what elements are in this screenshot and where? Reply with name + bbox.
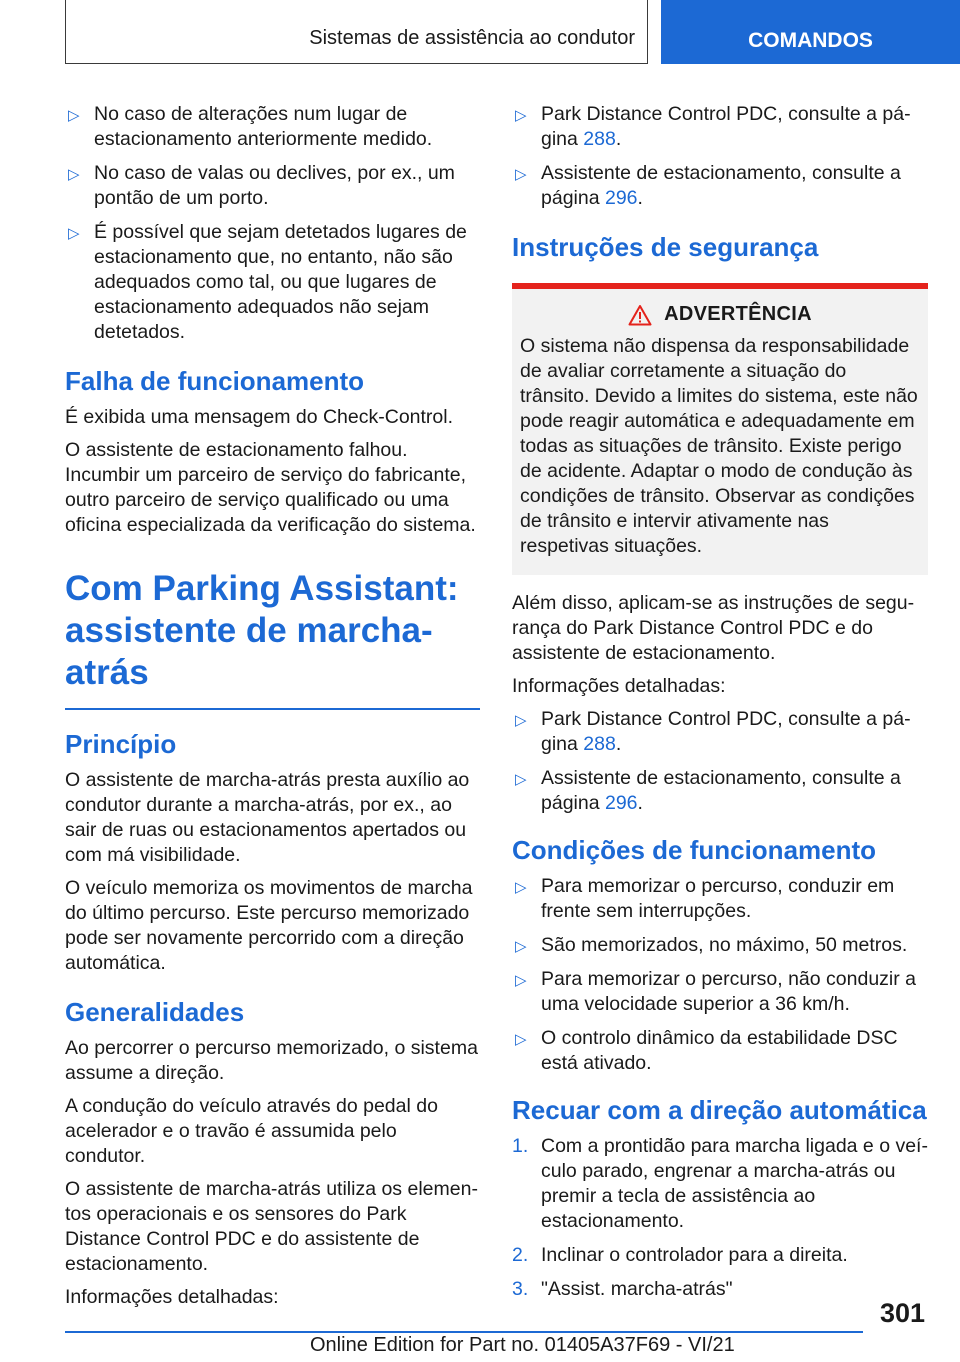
heading-falha: Falha de funcionamento (65, 366, 365, 396)
heading-condicoes: Condições de funcionamento (512, 835, 877, 865)
principio-paragraph-2: O veículo memoriza os movimentos de marcha do último percurso. Este percurso memorizado pode ser novamente percorrido com a direção automática. (65, 877, 473, 974)
list-item: ▷ Assistente de estacionamento, consulte a página 296. (515, 162, 901, 209)
bullet-triangle-icon: ▷ (68, 166, 80, 183)
heading-rule (65, 708, 480, 710)
bullet-triangle-icon: ▷ (515, 166, 527, 183)
general-paragraph-2: A condução do veículo através do pedal do acelerador e o travão é assumida pelo condutor. (65, 1095, 438, 1167)
list-item: ▷ O controlo dinâmico da estabilidade DSC está ativado. (515, 1027, 898, 1074)
general-paragraph-3: O assistente de marcha-atrás utiliza os elementos operacionais e os sensores do Park Distance Control PDC e do assistente de estacionamento. (65, 1178, 478, 1275)
main-heading: Com Parking Assistant: assistente de marcha-atrás (65, 569, 459, 692)
bullet-triangle-icon: ▷ (515, 712, 527, 729)
falha-paragraph-2: O assistente de estacionamento falhou. Incumbir um parceiro de serviço do fabricante, outro parceiro de serviço qualificado ou uma oficina especializada da verificação do sistema. (65, 439, 476, 536)
heading-seguranca: Instruções de segurança (512, 232, 819, 262)
bullet-triangle-icon: ▷ (515, 879, 527, 896)
general-paragraph-4: Informações detalhadas: (65, 1286, 279, 1308)
left-column (65, 102, 480, 1318)
list-item: ▷ Para memorizar o percurso, conduzir em frente sem interrupções. (515, 875, 895, 922)
warning-triangle-icon (628, 304, 652, 326)
list-item: ▷ Assistente de estacionamento, consulte a página 296. (515, 767, 901, 814)
list-item: ▷ É possível que sejam detetados lugares de estacionamento que, no entanto, não são adequados como tal, ou que lugares de estacionamento adequados não sejam detetados. (68, 221, 467, 343)
warning-header (520, 303, 920, 326)
edition-note: Online Edition for Part no. 01405A37F69 - VI/21 (310, 1334, 735, 1356)
bullet-triangle-icon: ▷ (68, 225, 80, 242)
warning-box (512, 283, 928, 575)
bullet-triangle-icon: ▷ (515, 107, 527, 124)
bullet-triangle-icon: ▷ (515, 771, 527, 788)
step-item: 2. Inclinar o controlador para a direita. (512, 1244, 848, 1266)
principio-paragraph-1: O assistente de marcha-atrás presta auxílio ao condutor durante a marcha-atrás, por ex., ao sair de ruas ou estacionamentos apertados ou com má visibilidade. (65, 769, 470, 866)
right-column (512, 102, 928, 1311)
seguranca-paragraph-1: Além disso, aplicam-se as instruções de segurança do Park Distance Control PDC e do assistente de estacionamento. (512, 592, 915, 664)
heading-principio: Princípio (65, 729, 177, 759)
list-item: ▷ Park Distance Control PDC, consulte a página 288. (515, 103, 911, 150)
bullet-triangle-icon: ▷ (515, 938, 527, 955)
list-item: ▷ Para memorizar o percurso, não conduzir a uma velocidade superior a 36 km/h. (515, 968, 917, 1015)
step-item: 1. Com a prontidão para marcha ligada e o veículo parado, engrenar a marcha-atrás ou premir a tecla de assistência ao estacionamento. (512, 1135, 928, 1232)
page-link[interactable]: 288 (583, 733, 616, 755)
heading-generalidades: Generalidades (65, 997, 245, 1027)
section-title: Sistemas de assistência ao condutor (309, 27, 635, 49)
step-item: 3. "Assist. marcha-atrás" (512, 1278, 733, 1300)
list-item: ▷ No caso de alterações num lugar de estacionamento anteriormente medido. (68, 103, 433, 150)
page-link[interactable]: 296 (604, 792, 638, 814)
warning-text: O sistema não dispensa da responsabilidade de avaliar corretamente a situação do trânsito. Devido a limites do sistema, este não pode reagir automática e adequadamente em todas as situações de trânsito. Existe perigo de acidente. Adaptar o modo de condução às condições de trânsito. Observar as condições de trânsito e intervir ativamente nas respetivas situações. (520, 335, 918, 557)
bullet-triangle-icon: ▷ (515, 972, 527, 989)
general-paragraph-1: Ao percorrer o percurso memorizado, o sistema assume a direção. (65, 1037, 478, 1084)
page-link[interactable]: 296 (604, 187, 638, 209)
footer-rule (65, 1331, 863, 1333)
bullet-triangle-icon: ▷ (68, 107, 80, 124)
list-item: ▷ No caso de valas ou declives, por ex., um pontão de um porto. (68, 162, 455, 209)
chapter-tab[interactable]: COMANDOS (661, 0, 960, 64)
step-number: 1. (512, 1135, 529, 1157)
list-item: ▷ Park Distance Control PDC, consulte a página 288. (515, 708, 911, 755)
step-number: 3. (512, 1278, 529, 1300)
step-number: 2. (512, 1244, 529, 1266)
page-link[interactable]: 288 (583, 128, 616, 150)
falha-paragraph-1: É exibida uma mensagem do Check-Control. (65, 406, 454, 428)
header-box (65, 0, 648, 64)
bullet-triangle-icon: ▷ (515, 1031, 527, 1048)
warning-title: ADVERTÊNCIA (664, 303, 812, 325)
page-number: 301 (879, 1298, 925, 1328)
heading-recuar: Recuar com a direção automática (512, 1095, 927, 1125)
list-item: ▷ São memorizados, no máximo, 50 metros. (512, 933, 928, 958)
seguranca-paragraph-2: Informações detalhadas: (512, 675, 726, 697)
